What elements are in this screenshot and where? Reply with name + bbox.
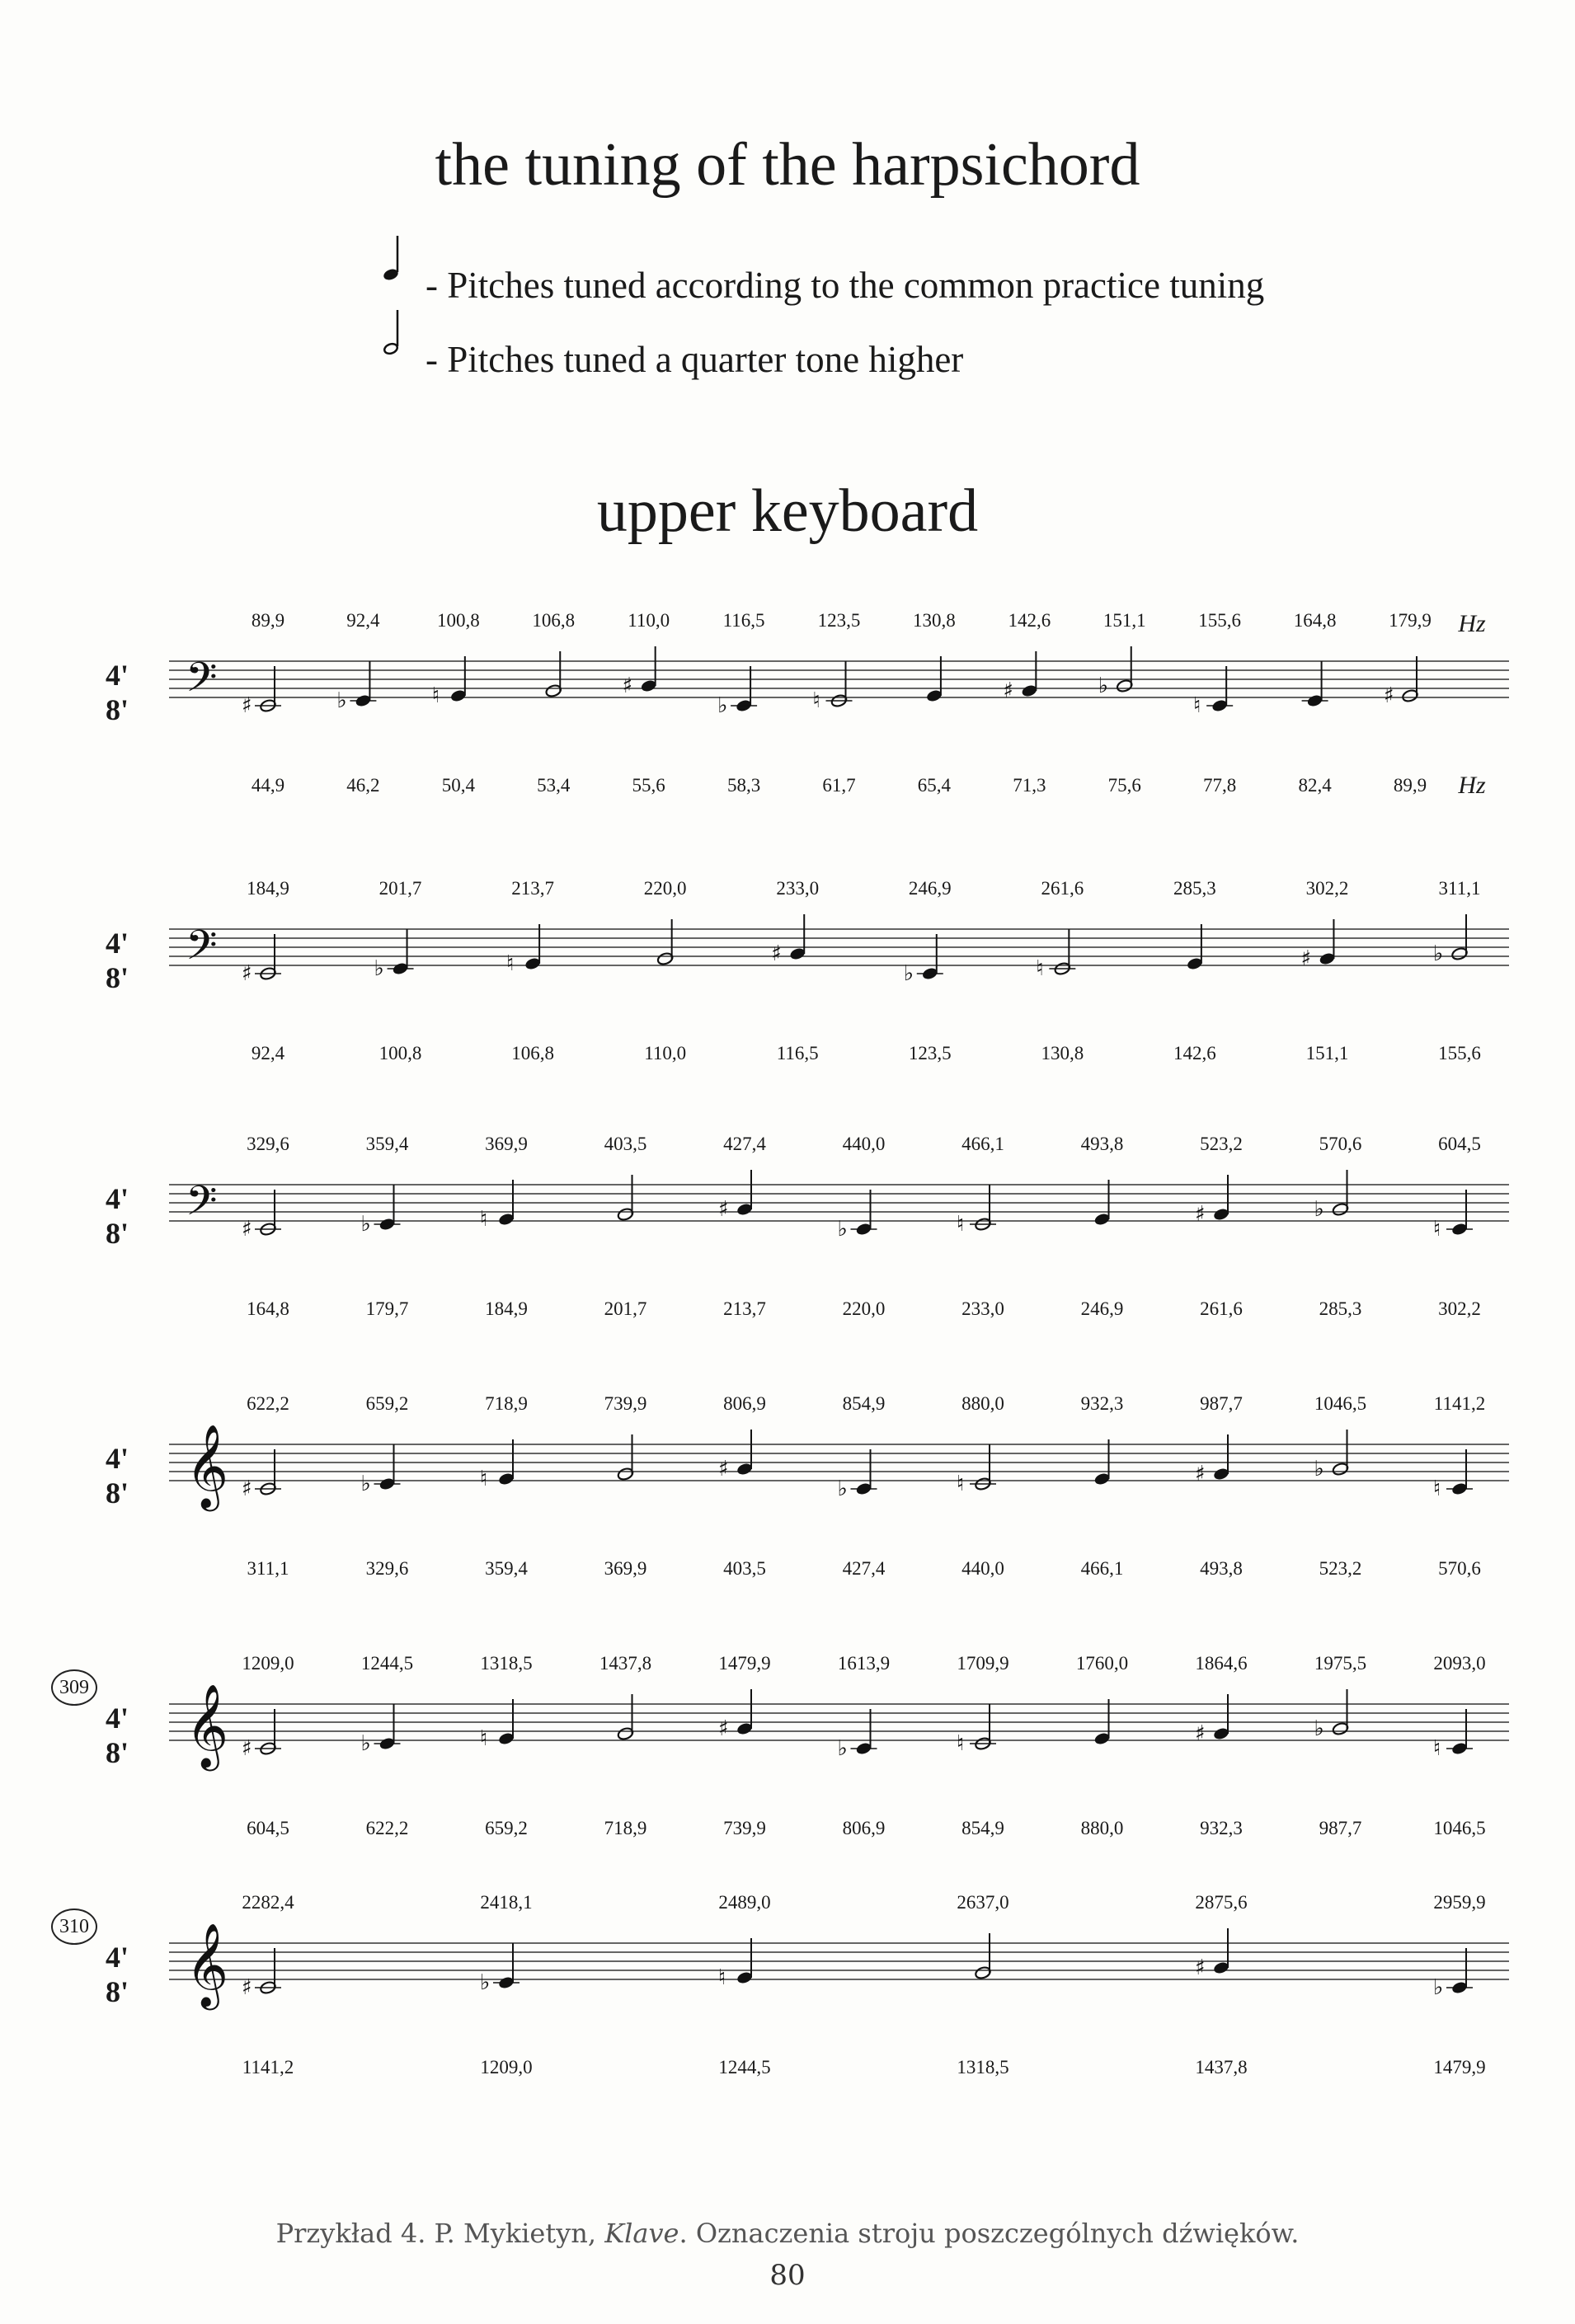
register-8ft: 8': [106, 961, 129, 994]
svg-text:♯: ♯: [1195, 1202, 1206, 1227]
frequency-upper: 311,1: [1438, 878, 1481, 899]
svg-text:♮: ♮: [1036, 956, 1044, 981]
staff-system: [106, 878, 1509, 1076]
note-icon: [480, 1439, 515, 1491]
frequency-upper: 1244,5: [360, 1653, 414, 1674]
legend-text-common: - Pitches tuned according to the common practice tuning: [425, 265, 1265, 306]
frequency-upper: 622,2: [247, 1393, 289, 1414]
note-icon: [1098, 646, 1134, 698]
frequency-lower: 110,0: [644, 1043, 687, 1063]
svg-text:♯: ♯: [1003, 678, 1013, 703]
note-icon: [718, 1430, 754, 1481]
frequency-upper: 116,5: [722, 610, 765, 631]
frequency-lower: 880,0: [1080, 1818, 1124, 1838]
svg-text:♯: ♯: [771, 941, 782, 966]
staff: [124, 1653, 1509, 1851]
frequency-lower: 493,8: [1200, 1558, 1243, 1579]
register-4ft: 4': [106, 1442, 129, 1475]
bass-clef-icon: 𝄢: [186, 922, 218, 979]
frequency-upper: 570,6: [1319, 1134, 1362, 1154]
frequency-upper: 1209,0: [242, 1653, 294, 1674]
note-icon: [1433, 1190, 1473, 1242]
frequency-upper: 184,9: [247, 878, 289, 899]
svg-text:♮: ♮: [1433, 1736, 1441, 1761]
hz-unit-upper: Hz: [1458, 610, 1486, 637]
section-title: upper keyboard: [596, 477, 979, 545]
frequency-lower: 359,4: [485, 1558, 528, 1579]
frequency-lower: 233,0: [961, 1298, 1004, 1319]
frequency-lower: 142,6: [1173, 1043, 1216, 1063]
bass-clef-icon: 𝄢: [186, 1177, 218, 1235]
frequency-lower: 570,6: [1438, 1558, 1481, 1579]
frequency-lower: 151,1: [1305, 1043, 1349, 1063]
frequency-upper: 1318,5: [480, 1653, 533, 1674]
filled-note-icon: [378, 231, 411, 289]
frequency-lower: 246,9: [1080, 1298, 1124, 1319]
frequency-lower: 75,6: [1107, 775, 1141, 796]
svg-text:♭: ♭: [717, 693, 728, 718]
svg-text:♮: ♮: [957, 1212, 965, 1237]
frequency-upper: 1864,6: [1195, 1653, 1248, 1674]
frequency-lower: 1318,5: [957, 2057, 1009, 2078]
note-icon: [242, 1190, 281, 1242]
frequency-lower: 82,4: [1298, 775, 1332, 796]
frequency-upper: 151,1: [1102, 610, 1146, 631]
frequency-lower: 50,4: [441, 775, 475, 796]
note-icon: [1193, 666, 1233, 718]
register-8ft: 8': [106, 1736, 129, 1769]
frequency-upper: 213,7: [511, 878, 554, 899]
note-icon: [1300, 919, 1336, 971]
hz-unit-lower: Hz: [1458, 772, 1486, 799]
note-icon: [242, 1948, 281, 2000]
note-icon: [957, 1185, 996, 1237]
note-icon: [1003, 651, 1038, 703]
staff-system: [59, 1892, 1509, 2090]
frequency-lower: 285,3: [1319, 1298, 1362, 1319]
frequency-upper: 1479,9: [718, 1653, 771, 1674]
note-icon: [1433, 1449, 1473, 1501]
staff-system: [106, 1393, 1509, 1591]
treble-clef-icon: 𝄞: [186, 1423, 229, 1508]
frequency-lower: 311,1: [247, 1558, 289, 1579]
note-icon: [480, 1943, 520, 1995]
note-icon: [718, 1689, 754, 1741]
frequency-lower: 58,3: [726, 775, 761, 796]
frequency-upper: 302,2: [1305, 878, 1349, 899]
note-icon: [1195, 1694, 1230, 1746]
note-icon: [242, 1449, 281, 1501]
frequency-upper: 2959,9: [1433, 1892, 1486, 1913]
frequency-upper: 1046,5: [1314, 1393, 1367, 1414]
svg-text:♯: ♯: [242, 1736, 252, 1761]
frequency-upper: 123,5: [817, 610, 861, 631]
note-icon: [838, 1709, 877, 1761]
frequency-upper: 130,8: [913, 610, 956, 631]
register-4ft: 4': [106, 1702, 129, 1735]
staff-system: [106, 610, 1509, 808]
svg-text:♯: ♯: [242, 693, 252, 718]
svg-text:♭: ♭: [837, 1217, 848, 1242]
frequency-lower: 53,4: [537, 775, 571, 796]
note-icon: [1433, 914, 1469, 966]
svg-text:♯: ♯: [1195, 1721, 1206, 1746]
frequency-lower: 201,7: [604, 1298, 647, 1319]
svg-text:♮: ♮: [957, 1472, 965, 1496]
frequency-lower: 523,2: [1319, 1558, 1362, 1579]
caption-suffix: . Oznaczenia stroju poszczególnych dźwięków.: [679, 2218, 1300, 2249]
frequency-lower: 466,1: [1080, 1558, 1124, 1579]
staff-system: [106, 1134, 1509, 1331]
register-8ft: 8': [106, 1477, 129, 1509]
svg-text:♯: ♯: [242, 1975, 252, 2000]
example-caption: [0, 2218, 1575, 2249]
frequency-lower: 130,8: [1041, 1043, 1084, 1063]
frequency-upper: 2637,0: [957, 1892, 1009, 1913]
note-icon: [904, 934, 943, 986]
note-icon: [718, 1170, 754, 1222]
note-icon: [336, 661, 376, 713]
frequency-lower: 1479,9: [1433, 2057, 1486, 2078]
note-icon: [1314, 1689, 1350, 1741]
svg-text:♮: ♮: [480, 1467, 488, 1491]
frequency-upper: 261,6: [1041, 878, 1084, 899]
page-number: 80: [769, 2259, 806, 2292]
frequency-upper: 110,0: [628, 610, 670, 631]
frequency-upper: 106,8: [532, 610, 576, 631]
svg-text:♭: ♭: [360, 1472, 371, 1496]
page-title: the tuning of the harpsichord: [435, 131, 1140, 199]
svg-text:♯: ♯: [718, 1716, 729, 1741]
frequency-upper: 806,9: [723, 1393, 766, 1414]
note-icon: [242, 1709, 281, 1761]
register-4ft: 4': [106, 1182, 129, 1215]
frequency-lower: 155,6: [1438, 1043, 1481, 1063]
svg-text:♮: ♮: [431, 683, 440, 708]
example-number-badge: 309: [51, 1669, 97, 1706]
svg-text:♭: ♭: [837, 1477, 848, 1501]
register-8ft: 8': [106, 693, 129, 726]
frequency-upper: 466,1: [961, 1134, 1004, 1154]
register-4ft: 4': [106, 659, 129, 692]
frequency-upper: 987,7: [1200, 1393, 1243, 1414]
frequency-upper: 246,9: [908, 878, 952, 899]
frequency-upper: 718,9: [485, 1393, 528, 1414]
legend-item-common: [378, 264, 1264, 307]
frequency-upper: 2875,6: [1195, 1892, 1248, 1913]
note-icon: [480, 1180, 515, 1232]
frequency-lower: 179,7: [365, 1298, 409, 1319]
frequency-lower: 123,5: [908, 1043, 952, 1063]
frequency-upper: 164,8: [1293, 610, 1337, 631]
frequency-lower: 854,9: [961, 1818, 1004, 1838]
frequency-upper: 100,8: [436, 610, 480, 631]
frequency-upper: 1613,9: [837, 1653, 891, 1674]
frequency-upper: 92,4: [346, 610, 380, 631]
frequency-lower: 116,5: [776, 1043, 819, 1063]
svg-text:♭: ♭: [1433, 941, 1444, 966]
frequency-lower: 164,8: [247, 1298, 289, 1319]
frequency-lower: 220,0: [842, 1298, 886, 1319]
frequency-upper: 739,9: [604, 1393, 647, 1414]
svg-text:♭: ♭: [1314, 1716, 1324, 1741]
frequency-upper: 2489,0: [718, 1892, 771, 1913]
frequency-upper: 427,4: [723, 1134, 766, 1154]
note-icon: [1314, 1430, 1350, 1481]
frequency-lower: 1437,8: [1195, 2057, 1248, 2078]
note-icon: [480, 1699, 515, 1751]
frequency-lower: 302,2: [1438, 1298, 1481, 1319]
frequency-upper: 359,4: [365, 1134, 409, 1154]
note-icon: [1384, 656, 1419, 708]
frequency-upper: 1760,0: [1075, 1653, 1129, 1674]
frequency-upper: 880,0: [961, 1393, 1004, 1414]
note-icon: [374, 929, 414, 981]
frequency-lower: 1244,5: [718, 2057, 771, 2078]
note-icon: [623, 646, 658, 698]
frequency-upper: 1437,8: [599, 1653, 652, 1674]
frequency-lower: 739,9: [723, 1818, 766, 1838]
svg-text:♮: ♮: [718, 1965, 726, 1990]
note-icon: [361, 1704, 401, 1756]
note-icon: [506, 924, 542, 976]
frequency-upper: 220,0: [643, 878, 687, 899]
frequency-lower: 55,6: [632, 775, 665, 796]
frequency-lower: 92,4: [251, 1043, 285, 1063]
frequency-upper: 285,3: [1173, 878, 1216, 899]
note-icon: [1195, 1434, 1230, 1486]
svg-text:♭: ♭: [360, 1731, 371, 1756]
frequency-lower: 403,5: [723, 1558, 766, 1579]
note-icon: [1433, 1948, 1473, 2000]
note-icon: [1314, 1170, 1350, 1222]
frequency-lower: 261,6: [1200, 1298, 1243, 1319]
frequency-lower: 622,2: [365, 1818, 409, 1838]
frequency-upper: 201,7: [378, 878, 422, 899]
note-icon: [957, 1704, 996, 1756]
frequency-upper: 403,5: [604, 1134, 647, 1154]
note-icon: [1195, 1928, 1230, 1980]
frequency-lower: 1209,0: [480, 2057, 533, 2078]
svg-text:♭: ♭: [1433, 1975, 1444, 2000]
frequency-lower: 604,5: [247, 1818, 289, 1838]
svg-text:♭: ♭: [1098, 674, 1109, 698]
frequency-lower: 932,3: [1200, 1818, 1243, 1838]
svg-text:♯: ♯: [1300, 946, 1312, 971]
frequency-upper: 1975,5: [1314, 1653, 1367, 1674]
note-icon: [361, 1185, 401, 1237]
treble-clef-icon: 𝄞: [186, 1922, 229, 2007]
svg-text:♯: ♯: [718, 1457, 729, 1481]
frequency-upper: 493,8: [1080, 1134, 1124, 1154]
svg-text:♭: ♭: [837, 1736, 848, 1761]
svg-text:♮: ♮: [480, 1726, 488, 1751]
note-icon: [432, 656, 468, 708]
caption-prefix: Przykład 4. P. Mykietyn,: [275, 2218, 605, 2249]
note-icon: [545, 651, 562, 698]
frequency-lower: 1046,5: [1433, 1818, 1486, 1838]
svg-text:♮: ♮: [1433, 1217, 1441, 1242]
hollow-note-icon: [378, 305, 411, 363]
svg-text:♮: ♮: [1433, 1477, 1441, 1501]
svg-text:♯: ♯: [622, 674, 633, 698]
note-icon: [1433, 1709, 1473, 1761]
frequency-lower: 213,7: [723, 1298, 766, 1319]
register-8ft: 8': [106, 1975, 129, 2008]
frequency-upper: 854,9: [842, 1393, 886, 1414]
note-icon: [617, 1694, 634, 1741]
frequency-lower: 89,9: [1393, 775, 1427, 796]
svg-text:♮: ♮: [812, 688, 820, 713]
note-icon: [1036, 929, 1075, 981]
frequency-lower: 329,6: [365, 1558, 409, 1579]
note-icon: [838, 1190, 877, 1242]
frequency-upper: 523,2: [1200, 1134, 1243, 1154]
staff-system: [59, 1653, 1509, 1851]
frequency-upper: 155,6: [1198, 610, 1242, 631]
staff: [124, 1134, 1509, 1331]
svg-text:♮: ♮: [957, 1731, 965, 1756]
staff: [124, 878, 1509, 1076]
frequency-upper: 2093,0: [1433, 1653, 1486, 1674]
legend-text-quarter: - Pitches tuned a quarter tone higher: [425, 339, 964, 380]
frequency-lower: 106,8: [511, 1043, 554, 1063]
svg-text:♯: ♯: [1384, 683, 1394, 708]
note-icon: [361, 1444, 401, 1496]
frequency-upper: 1709,9: [957, 1653, 1009, 1674]
note-icon: [617, 1434, 634, 1481]
frequency-upper: 659,2: [365, 1393, 409, 1414]
frequency-upper: 2418,1: [480, 1892, 533, 1913]
staff: [124, 1892, 1509, 2090]
note-icon: [656, 919, 674, 966]
note-icon: [771, 914, 806, 966]
frequency-lower: 1141,2: [242, 2057, 294, 2078]
svg-text:♭: ♭: [336, 688, 347, 713]
note-icon: [718, 1938, 754, 1990]
staff: [124, 610, 1509, 808]
svg-text:♮: ♮: [480, 1207, 488, 1232]
note-icon: [617, 1175, 634, 1222]
frequency-lower: 184,9: [485, 1298, 528, 1319]
treble-clef-icon: 𝄞: [186, 1683, 229, 1768]
example-number-badge: 310: [51, 1908, 97, 1945]
register-8ft: 8': [106, 1217, 129, 1250]
frequency-lower: 71,3: [1013, 775, 1046, 796]
frequency-lower: 440,0: [961, 1558, 1004, 1579]
note-icon: [1195, 1175, 1230, 1227]
frequency-lower: 46,2: [346, 775, 380, 796]
svg-text:♮: ♮: [506, 951, 515, 976]
note-icon: [242, 666, 281, 718]
svg-text:♯: ♯: [242, 961, 252, 986]
note-icon: [813, 661, 853, 713]
bass-clef-icon: 𝄢: [186, 654, 218, 711]
frequency-upper: 369,9: [485, 1134, 528, 1154]
frequency-lower: 987,7: [1319, 1818, 1362, 1838]
svg-text:♭: ♭: [903, 961, 914, 986]
frequency-lower: 61,7: [822, 775, 856, 796]
svg-text:♯: ♯: [1195, 1955, 1206, 1980]
svg-text:♭: ♭: [480, 1970, 491, 1995]
frequency-upper: 604,5: [1438, 1134, 1481, 1154]
legend-item-quarter: [378, 338, 963, 381]
note-icon: [242, 934, 281, 986]
frequency-upper: 233,0: [776, 878, 820, 899]
note-icon: [957, 1444, 996, 1496]
svg-text:♯: ♯: [242, 1217, 252, 1242]
svg-text:♯: ♯: [1195, 1462, 1206, 1486]
register-4ft: 4': [106, 927, 129, 960]
frequency-lower: 659,2: [485, 1818, 528, 1838]
frequency-upper: 329,6: [247, 1134, 289, 1154]
frequency-upper: 440,0: [842, 1134, 886, 1154]
frequency-upper: 932,3: [1080, 1393, 1124, 1414]
note-icon: [974, 1933, 991, 1980]
frequency-lower: 65,4: [917, 775, 952, 796]
frequency-lower: 806,9: [842, 1818, 886, 1838]
frequency-lower: 427,4: [842, 1558, 886, 1579]
frequency-lower: 44,9: [251, 775, 285, 796]
note-icon: [1302, 661, 1328, 708]
register-4ft: 4': [106, 1941, 129, 1974]
note-icon: [717, 666, 757, 718]
frequency-lower: 100,8: [378, 1043, 422, 1063]
svg-text:♯: ♯: [242, 1477, 252, 1501]
staff: [124, 1393, 1509, 1591]
frequency-upper: 2282,4: [242, 1892, 294, 1913]
svg-text:♭: ♭: [360, 1212, 371, 1237]
svg-text:♯: ♯: [718, 1197, 729, 1222]
frequency-upper: 1141,2: [1433, 1393, 1486, 1414]
frequency-lower: 369,9: [604, 1558, 647, 1579]
frequency-upper: 142,6: [1008, 610, 1051, 631]
caption-work-title: Klave: [604, 2218, 679, 2249]
frequency-lower: 77,8: [1203, 775, 1237, 796]
svg-text:♮: ♮: [1193, 693, 1201, 718]
svg-text:♭: ♭: [1314, 1457, 1324, 1481]
svg-text:♭: ♭: [374, 956, 384, 981]
note-icon: [838, 1449, 877, 1501]
frequency-lower: 718,9: [604, 1818, 647, 1838]
svg-text:♭: ♭: [1314, 1197, 1324, 1222]
frequency-upper: 179,9: [1389, 610, 1432, 631]
frequency-upper: 89,9: [251, 610, 285, 631]
